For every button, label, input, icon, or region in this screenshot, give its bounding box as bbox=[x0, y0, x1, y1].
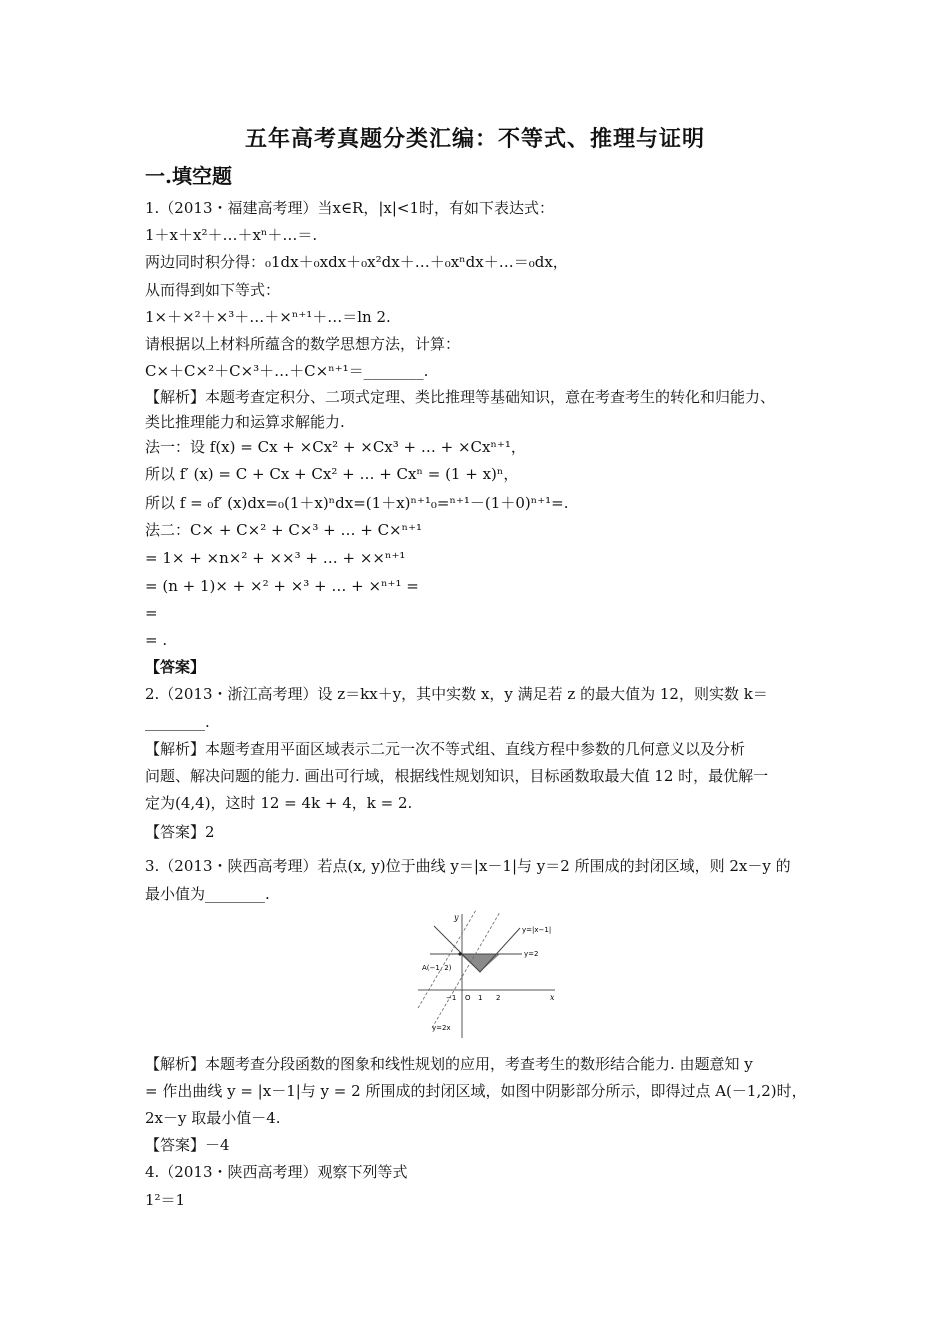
text-line: 1×＋×²＋×³＋…＋×ⁿ⁺¹＋…＝ln 2. bbox=[145, 308, 391, 326]
question-line: 3.（2013・陕西高考理）若点(x, y)位于曲线 y＝|x－1|与 y＝2 所围成的封闭区域，则 2x－y 的 bbox=[145, 857, 791, 875]
text-line: = 1× + ×n×² + ××³ + … + ××ⁿ⁺¹ bbox=[145, 549, 406, 567]
text-line: 两边同时积分得：₀1dx＋₀xdx＋₀x²dx＋…＋₀xⁿdx＋…＝₀dx， bbox=[145, 253, 568, 271]
tick-label: 2 bbox=[496, 994, 501, 1002]
dashed-label: y=2x bbox=[432, 1024, 451, 1032]
curve-label: y=|x−1| bbox=[522, 926, 552, 934]
method-line: 法二：C× + C×² + C×³ + … + C×ⁿ⁺¹ bbox=[145, 521, 423, 539]
tick-label: −1 bbox=[446, 994, 457, 1002]
point-label: A(−1, 2) bbox=[422, 964, 452, 972]
text-line: 1.（2013・福建高考理）当x∈R，|x|<1时，有如下表达式： bbox=[145, 199, 555, 217]
tick-label: O bbox=[465, 994, 471, 1002]
question-line: 2.（2013・浙江高考理）设 z＝kx＋y，其中实数 x，y 满足若 z 的最大值为 12，则实数 k＝ bbox=[145, 685, 768, 703]
answer-line: 【答案】 bbox=[145, 658, 206, 676]
text-line: 请根据以上材料所蕴含的数学思想方法，计算： bbox=[145, 335, 461, 353]
text-line: = (n + 1)× + ×² + ×³ + … + ×ⁿ⁺¹ = bbox=[145, 577, 419, 595]
text-line: 从而得到如下等式： bbox=[145, 281, 281, 299]
text-line: 2x－y 取最小值－4. bbox=[145, 1109, 281, 1127]
text-line: 1²＝1 bbox=[145, 1191, 186, 1209]
text-line: 1＋x＋x²＋…＋xⁿ＋…＝. bbox=[145, 226, 318, 244]
answer-line: 【答案】2 bbox=[145, 823, 215, 841]
text-line: 问题、解决问题的能力. 画出可行域，根据线性规划知识，目标函数取最大值 12 时，最优解一 bbox=[145, 767, 769, 785]
analysis-line: 【解析】本题考查用平面区域表示二元一次不等式组、直线方程中参数的几何意义以及分析 bbox=[145, 740, 746, 758]
y-axis-label: y bbox=[454, 913, 459, 922]
text-line: 所以 f = ₀f′ (x)dx=₀(1＋x)ⁿdx=(1＋x)ⁿ⁺¹₀=ⁿ⁺¹－(1＋0)ⁿ⁺¹=. bbox=[145, 494, 569, 512]
analysis-line: 【解析】本题考查分段函数的图象和线性规划的应用，考查考生的数形结合能力. 由题意知 y bbox=[145, 1055, 753, 1073]
section-heading: 一.填空题 bbox=[145, 164, 232, 188]
analysis-line: 【解析】本题考查定积分、二项式定理、类比推理等基础知识，意在考查考生的转化和归能力、 bbox=[145, 388, 776, 406]
tick-label: 1 bbox=[478, 994, 483, 1002]
text-line: 最小值为________. bbox=[145, 885, 270, 903]
text-line: ________. bbox=[145, 713, 210, 731]
text-line: 所以 f′ (x) = C + Cx + Cx² + … + Cxⁿ = (1 + x)ⁿ， bbox=[145, 465, 519, 483]
text-line: = . bbox=[145, 631, 168, 649]
text-line: = 作出曲线 y = |x－1|与 y = 2 所围成的封闭区域，如图中阴影部分所示，即得过点 A(－1,2)时， bbox=[145, 1082, 807, 1100]
point-a bbox=[458, 952, 461, 955]
question-line: 4.（2013・陕西高考理）观察下列等式 bbox=[145, 1163, 408, 1181]
method-line: 法一：设 f(x) = Cx + ×Cx² + ×Cx³ + … + ×Cxⁿ⁺¹， bbox=[145, 438, 526, 456]
line-label: y=2 bbox=[524, 950, 539, 958]
feasible-region-figure bbox=[410, 908, 560, 1042]
text-line: C×＋C×²＋C×³＋…＋C×ⁿ⁺¹＝________. bbox=[145, 362, 429, 380]
text-line: 类比推理能力和运算求解能力. bbox=[145, 413, 345, 431]
page-title: 五年高考真题分类汇编：不等式、推理与证明 bbox=[244, 126, 705, 152]
answer-line: 【答案】－4 bbox=[145, 1136, 230, 1154]
text-line: = bbox=[145, 604, 158, 622]
x-axis-label: x bbox=[550, 993, 555, 1002]
text-line: 定为(4,4)，这时 12 = 4k + 4，k = 2. bbox=[145, 794, 413, 812]
